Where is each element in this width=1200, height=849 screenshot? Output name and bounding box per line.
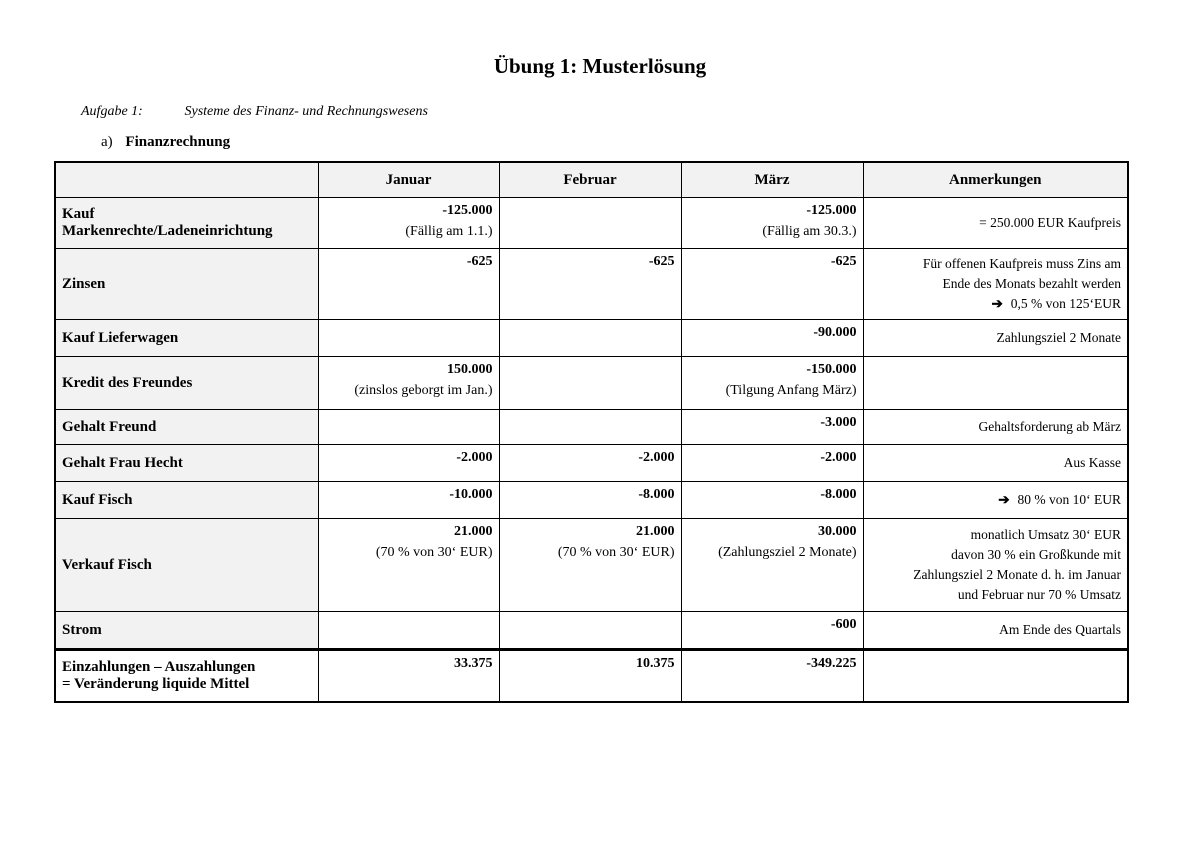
cell-maerz <box>681 249 863 320</box>
row-label: Verkauf Fisch <box>55 519 318 612</box>
cell-maerz <box>681 482 863 519</box>
cell-anmerkung <box>863 249 1128 320</box>
table-row-gehalt-freund <box>55 410 1128 445</box>
amount: 21.000 <box>636 524 675 539</box>
remark-line: und Februar nur 70 % Umsatz <box>957 587 1121 602</box>
cell-januar <box>318 445 499 482</box>
row-label-line: Markenrechte/Ladeneinrichtung <box>62 223 273 239</box>
table-row-summe <box>55 650 1128 703</box>
table-row-verkauf-fisch <box>55 519 1128 612</box>
remark-line: Zahlungsziel 2 Monate d. h. im Januar <box>913 567 1121 582</box>
remark-line: Ende des Monats bezahlt werden <box>942 276 1121 291</box>
amount: 30.000 <box>818 524 857 539</box>
cell-februar <box>499 612 681 650</box>
table-row-kauf-lieferwagen <box>55 320 1128 357</box>
row-label: Kredit des Freundes <box>55 357 318 410</box>
row-label: Zinsen <box>55 249 318 320</box>
cell-januar <box>318 410 499 445</box>
cell-anmerkung <box>863 650 1128 703</box>
cell-anmerkung: = 250.000 EUR Kaufpreis <box>863 198 1128 249</box>
remark-text: 0,5 % von 125‘EUR <box>1010 296 1121 311</box>
amount: -2.000 <box>456 450 493 465</box>
arrow-right-icon: ➔ <box>991 296 1003 311</box>
table-header-row <box>55 162 1128 198</box>
table-row-kauf-fisch <box>55 482 1128 519</box>
subtask-letter: a) <box>101 134 113 150</box>
row-label-line: Einzahlungen – Auszahlungen <box>62 659 256 675</box>
row-label-line: = Veränderung liquide Mittel <box>62 676 250 692</box>
amount: 33.375 <box>454 656 493 671</box>
cell-februar <box>499 650 681 703</box>
remark-text: 80 % von 10‘ EUR <box>1017 492 1121 507</box>
header-maerz: März <box>681 162 863 198</box>
table-row-zinsen <box>55 249 1128 320</box>
cell-februar <box>499 519 681 612</box>
subtask-text: Finanzrechnung <box>125 134 231 150</box>
cell-maerz <box>681 320 863 357</box>
amount: -150.000 <box>806 362 857 377</box>
amount: -125.000 <box>442 203 493 218</box>
row-label: Kauf Fisch <box>55 482 318 519</box>
task-number: Aufgabe 1: <box>81 104 143 119</box>
amount: -2.000 <box>638 450 675 465</box>
task-text: Systeme des Finanz- und Rechnungswesens <box>184 104 428 119</box>
cell-maerz <box>681 519 863 612</box>
cell-februar <box>499 357 681 410</box>
cell-januar <box>318 249 499 320</box>
row-label: Gehalt Frau Hecht <box>55 445 318 482</box>
cell-maerz <box>681 198 863 249</box>
header-empty <box>55 162 318 198</box>
amount-note: (70 % von 30‘ EUR) <box>375 545 493 560</box>
cell-februar <box>499 410 681 445</box>
cell-anmerkung: Gehaltsforderung ab März <box>863 410 1128 445</box>
amount-note: (Fällig am 30.3.) <box>762 224 857 239</box>
row-label-line: Kauf <box>62 206 95 222</box>
remark-line: monatlich Umsatz 30‘ EUR <box>970 527 1121 542</box>
amount: -349.225 <box>806 656 857 671</box>
header-anmerkungen: Anmerkungen <box>863 162 1128 198</box>
cell-februar <box>499 320 681 357</box>
cell-maerz <box>681 410 863 445</box>
cell-anmerkung: Aus Kasse <box>863 445 1128 482</box>
cell-januar <box>318 198 499 249</box>
cell-anmerkung: Zahlungsziel 2 Monate <box>863 320 1128 357</box>
cell-anmerkung: Am Ende des Quartals <box>863 612 1128 650</box>
amount-note: (Zahlungsziel 2 Monate) <box>718 545 857 560</box>
table-row-gehalt-frau-hecht <box>55 445 1128 482</box>
amount-note: (Fällig am 1.1.) <box>405 224 493 239</box>
cell-januar <box>318 650 499 703</box>
arrow-right-icon: ➔ <box>998 492 1010 507</box>
row-label: Kauf Lieferwagen <box>55 320 318 357</box>
amount: -625 <box>466 254 493 269</box>
cell-januar <box>318 519 499 612</box>
cell-anmerkung <box>863 482 1128 519</box>
remark-line: Für offenen Kaufpreis muss Zins am <box>922 256 1121 271</box>
task-heading <box>81 104 428 120</box>
cell-anmerkung <box>863 357 1128 410</box>
amount-note: (zinslos geborgt im Jan.) <box>354 383 493 398</box>
cell-januar <box>318 357 499 410</box>
cell-februar <box>499 249 681 320</box>
row-label: Gehalt Freund <box>55 410 318 445</box>
cell-maerz <box>681 445 863 482</box>
amount: -625 <box>830 254 857 269</box>
amount: -8.000 <box>820 487 857 502</box>
cell-februar <box>499 482 681 519</box>
page-title: Übung 1: Musterlösung <box>493 54 707 78</box>
cell-maerz <box>681 612 863 650</box>
row-label <box>55 198 318 249</box>
row-label: Strom <box>55 612 318 650</box>
cell-maerz <box>681 650 863 703</box>
amount: -8.000 <box>638 487 675 502</box>
row-label <box>55 650 318 703</box>
header-februar: Februar <box>499 162 681 198</box>
amount: 21.000 <box>454 524 493 539</box>
cell-anmerkung <box>863 519 1128 612</box>
table-row-kauf-markenrechte <box>55 198 1128 249</box>
remark-line: davon 30 % ein Großkunde mit <box>951 547 1121 562</box>
amount: -600 <box>830 617 857 632</box>
amount: -90.000 <box>813 325 857 340</box>
amount-note: (Tilgung Anfang März) <box>725 383 857 398</box>
cell-januar <box>318 482 499 519</box>
amount: 150.000 <box>447 362 493 377</box>
subtask-heading <box>101 134 230 151</box>
cell-maerz <box>681 357 863 410</box>
amount: -10.000 <box>449 487 493 502</box>
amount: -125.000 <box>806 203 857 218</box>
cell-februar <box>499 445 681 482</box>
cell-februar <box>499 198 681 249</box>
cell-januar <box>318 320 499 357</box>
cell-januar <box>318 612 499 650</box>
amount: -3.000 <box>820 415 857 430</box>
amount: -2.000 <box>820 450 857 465</box>
amount-note: (70 % von 30‘ EUR) <box>557 545 675 560</box>
amount: -625 <box>648 254 675 269</box>
amount: 10.375 <box>636 656 675 671</box>
remark-line <box>870 294 1122 314</box>
table-row-strom <box>55 612 1128 650</box>
table-row-kredit-freund <box>55 357 1128 410</box>
header-januar: Januar <box>318 162 499 198</box>
finance-table <box>54 161 1129 703</box>
